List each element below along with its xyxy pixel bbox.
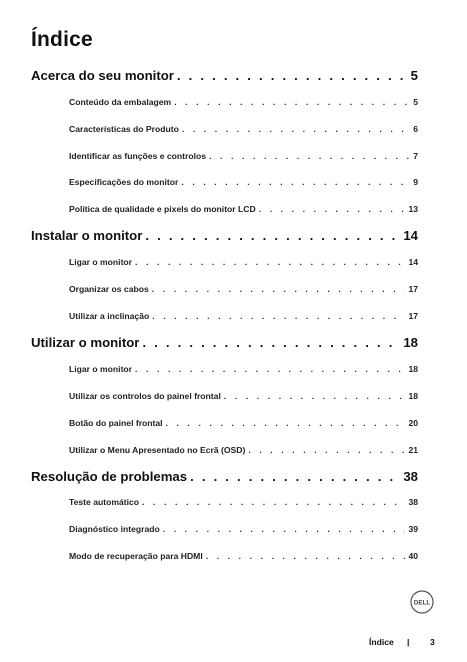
toc-entry-page: 17 [408, 311, 418, 321]
dot-leader [182, 124, 410, 134]
footer-section-title: Índice [369, 637, 394, 647]
toc-entry-page: 38 [403, 469, 418, 484]
dot-leader [177, 68, 408, 83]
toc-entry[interactable] [69, 151, 418, 164]
dot-leader [142, 335, 400, 350]
toc-entry-page: 39 [408, 524, 418, 534]
dot-leader [174, 97, 410, 107]
toc-entry-label: Utilizar os controlos do painel frontal [69, 391, 221, 401]
toc-entry-label: Conteúdo da embalagem [69, 97, 172, 107]
footer-page-number: 3 [430, 637, 435, 647]
dot-leader [145, 228, 400, 243]
toc-entry-label: Resolução de problemas [31, 469, 188, 484]
toc-entry-label: Utilizar a inclinação [69, 311, 150, 321]
toc-entry[interactable] [69, 257, 418, 270]
dot-leader [248, 445, 405, 455]
dot-leader [259, 204, 406, 214]
toc-entry-page: 40 [408, 551, 418, 561]
toc-entry[interactable] [69, 524, 418, 537]
toc-entry[interactable] [69, 284, 418, 297]
toc-entry-label: Utilizar o monitor [31, 335, 140, 350]
toc-entry[interactable] [31, 228, 418, 246]
toc-entry-page: 21 [408, 445, 418, 455]
dot-leader [163, 524, 406, 534]
toc-entry[interactable] [69, 551, 418, 564]
dot-leader [181, 177, 410, 187]
toc-entry-page: 14 [408, 257, 418, 267]
toc-entry[interactable] [69, 364, 418, 377]
toc-entry-label: Características do Produto [69, 124, 179, 134]
toc-entry-label: Diagnóstico integrado [69, 524, 160, 534]
toc-entry-label: Ligar o monitor [69, 257, 133, 267]
dot-leader [135, 257, 405, 267]
dot-leader [135, 364, 405, 374]
toc-entry-page: 5 [413, 97, 418, 107]
page-title: Índice [31, 28, 93, 51]
toc-entry-label: Política de qualidade e pixels do monitor LCD [69, 204, 256, 214]
toc-entry-label: Utilizar o Menu Apresentado no Ecrã (OSD) [69, 445, 246, 455]
toc-entry-page: 38 [408, 497, 418, 507]
toc-entry-label: Organizar os cabos [69, 284, 149, 294]
toc-entry[interactable] [69, 497, 418, 510]
toc-entry[interactable] [69, 311, 418, 324]
toc-entry-label: Acerca do seu monitor [31, 68, 174, 83]
toc-entry-page: 18 [408, 391, 418, 401]
toc-entry-page: 18 [408, 364, 418, 374]
toc-entry-label: Modo de recuperação para HDMI [69, 551, 203, 561]
toc-entry-label: Botão do painel frontal [69, 418, 163, 428]
toc-entry-label: Identificar as funções e controlos [69, 151, 207, 161]
toc-entry-page: 17 [408, 284, 418, 294]
dot-leader [152, 284, 406, 294]
toc-entry-page: 18 [403, 335, 418, 350]
logo-text: DELL [413, 599, 431, 607]
dot-leader [190, 469, 400, 484]
dot-leader [166, 418, 406, 428]
toc-entry[interactable] [31, 469, 418, 487]
toc-entry-page: 6 [413, 124, 418, 134]
toc-entry-page: 9 [413, 177, 418, 187]
toc-entry-label: Ligar o monitor [69, 364, 133, 374]
dell-logo-icon [410, 590, 434, 614]
dot-leader [209, 151, 410, 161]
toc-entry-label: Instalar o monitor [31, 228, 143, 243]
toc-entry[interactable] [69, 124, 418, 137]
footer-separator: | [407, 637, 410, 647]
toc-entry-page: 7 [413, 151, 418, 161]
toc-entry[interactable] [69, 445, 418, 458]
toc-entry[interactable] [69, 418, 418, 431]
toc-entry-label: Especificações do monitor [69, 177, 179, 187]
page-footer [0, 637, 467, 651]
toc-entry[interactable] [31, 335, 418, 353]
toc-entry-page: 20 [408, 418, 418, 428]
toc-entry[interactable] [69, 177, 418, 190]
toc-entry-label: Teste automático [69, 497, 140, 507]
dot-leader [206, 551, 406, 561]
toc-entry-page: 14 [403, 228, 418, 243]
toc-entry-page: 5 [410, 68, 418, 83]
toc-entry[interactable] [31, 68, 418, 86]
toc-entry[interactable] [69, 391, 418, 404]
toc-entry-page: 13 [408, 204, 418, 214]
dot-leader [224, 391, 406, 401]
dot-leader [142, 497, 405, 507]
toc-entry[interactable] [69, 204, 418, 217]
toc-entry[interactable] [69, 97, 418, 110]
dot-leader [152, 311, 405, 321]
